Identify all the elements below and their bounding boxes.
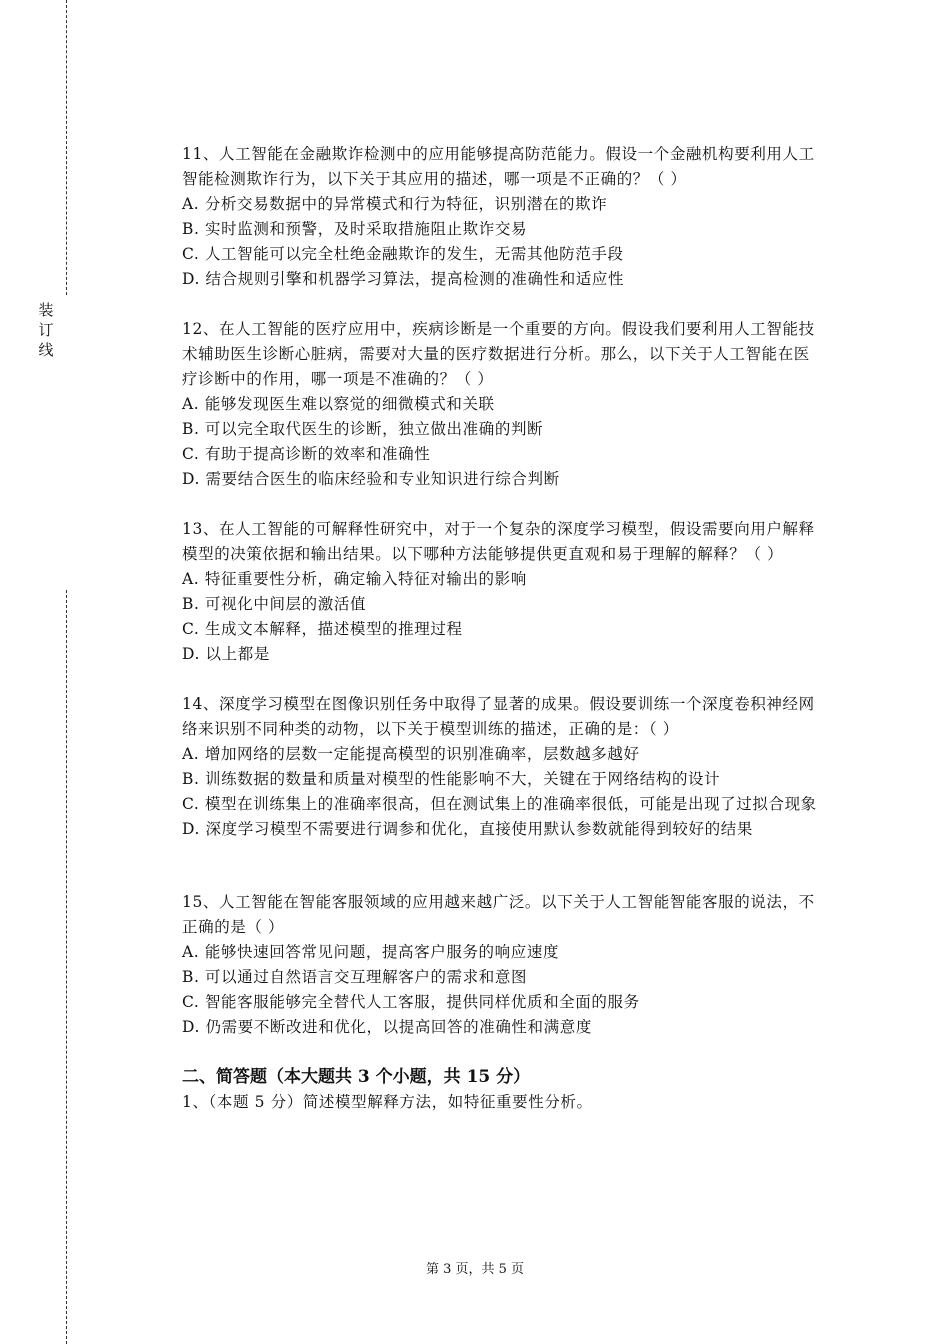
option-a: A. 能够快速回答常见问题，提高客户服务的响应速度 (182, 943, 560, 961)
question-stem-line: 络来识别不同种类的动物，以下关于模型训练的描述，正确的是：（ ） (182, 720, 679, 738)
question-14 (182, 692, 842, 842)
option-b: B. 训练数据的数量和质量对模型的性能影响不大，关键在于网络结构的设计 (182, 770, 721, 788)
question-13 (182, 517, 842, 667)
binding-line-bottom (66, 590, 67, 1344)
option-b: B. 可视化中间层的激活值 (182, 595, 367, 613)
question-stem-line: 11、人工智能在金融欺诈检测中的应用能够提高防范能力。假设一个金融机构要利用人工 (182, 145, 815, 163)
option-c: C. 模型在训练集上的准确率很高，但在测试集上的准确率很低，可能是出现了过拟合现象 (182, 795, 817, 813)
option-d: D. 以上都是 (182, 645, 270, 663)
question-12 (182, 317, 842, 492)
question-stem-line: 智能检测欺诈行为，以下关于其应用的描述，哪一项是不正确的？（ ） (182, 170, 687, 188)
option-b: B. 可以通过自然语言交互理解客户的需求和意图 (182, 968, 528, 986)
option-d: D. 需要结合医生的临床经验和专业知识进行综合判断 (182, 470, 560, 488)
question-11 (182, 142, 842, 292)
option-c: C. 人工智能可以完全杜绝金融欺诈的发生，无需其他防范手段 (182, 245, 624, 263)
question-stem-line: 15、人工智能在智能客服领域的应用越来越广泛。以下关于人工智能智能客服的说法，不 (182, 893, 815, 911)
option-b: B. 实时监测和预警，及时采取措施阻止欺诈交易 (182, 220, 528, 238)
option-c: C. 有助于提高诊断的效率和准确性 (182, 445, 431, 463)
question-stem-line: 13、在人工智能的可解释性研究中，对于一个复杂的深度学习模型，假设需要向用户解释 (182, 520, 815, 538)
question-stem-line: 12、在人工智能的医疗应用中，疾病诊断是一个重要的方向。假设我们要利用人工智能技 (182, 320, 815, 338)
question-stem-line: 14、深度学习模型在图像识别任务中取得了显著的成果。假设要训练一个深度卷积神经网 (182, 695, 815, 713)
binding-char: 线 (38, 341, 54, 359)
question-stem-line: 术辅助医生诊断心脏病，需要对大量的医疗数据进行分析。那么，以下关于人工智能在医 (182, 345, 810, 363)
section-title: 二、简答题（本大题共 3 个小题，共 15 分） (182, 1067, 531, 1087)
option-a: A. 特征重要性分析，确定输入特征对输出的影响 (182, 570, 527, 588)
page-footer: 第 3 页，共 5 页 (425, 1262, 525, 1277)
question-15 (182, 890, 842, 1040)
binding-char: 装 (38, 301, 54, 319)
option-d: D. 深度学习模型不需要进行调参和优化，直接使用默认参数就能得到较好的结果 (182, 820, 753, 838)
binding-label (38, 300, 54, 360)
option-d: D. 结合规则引擎和机器学习算法，提高检测的准确性和适应性 (182, 270, 625, 288)
binding-line-top (66, 0, 67, 295)
question-stem-line: 模型的决策依据和输出结果。以下哪种方法能够提供更直观和易于理解的解释？（ ） (182, 545, 784, 563)
option-c: C. 智能客服能够完全替代人工客服，提供同样优质和全面的服务 (182, 993, 640, 1011)
option-a: A. 增加网络的层数一定能提高模型的识别准确率，层数越多越好 (182, 745, 640, 763)
question-stem-line: 正确的是（ ） (182, 918, 285, 936)
binding-char: 订 (38, 321, 54, 339)
option-b: B. 可以完全取代医生的诊断，独立做出准确的判断 (182, 420, 544, 438)
short-answer-question: 1、（本题 5 分）简述模型解释方法，如特征重要性分析。 (182, 1093, 593, 1111)
option-a: A. 分析交易数据中的异常模式和行为特征，识别潜在的欺诈 (182, 195, 608, 213)
option-c: C. 生成文本解释，描述模型的推理过程 (182, 620, 463, 638)
option-d: D. 仍需要不断改进和优化，以提高回答的准确性和满意度 (182, 1018, 592, 1036)
question-stem-line: 疗诊断中的作用，哪一项是不准确的？（ ） (182, 370, 494, 388)
option-a: A. 能够发现医生难以察觉的细微模式和关联 (182, 395, 495, 413)
